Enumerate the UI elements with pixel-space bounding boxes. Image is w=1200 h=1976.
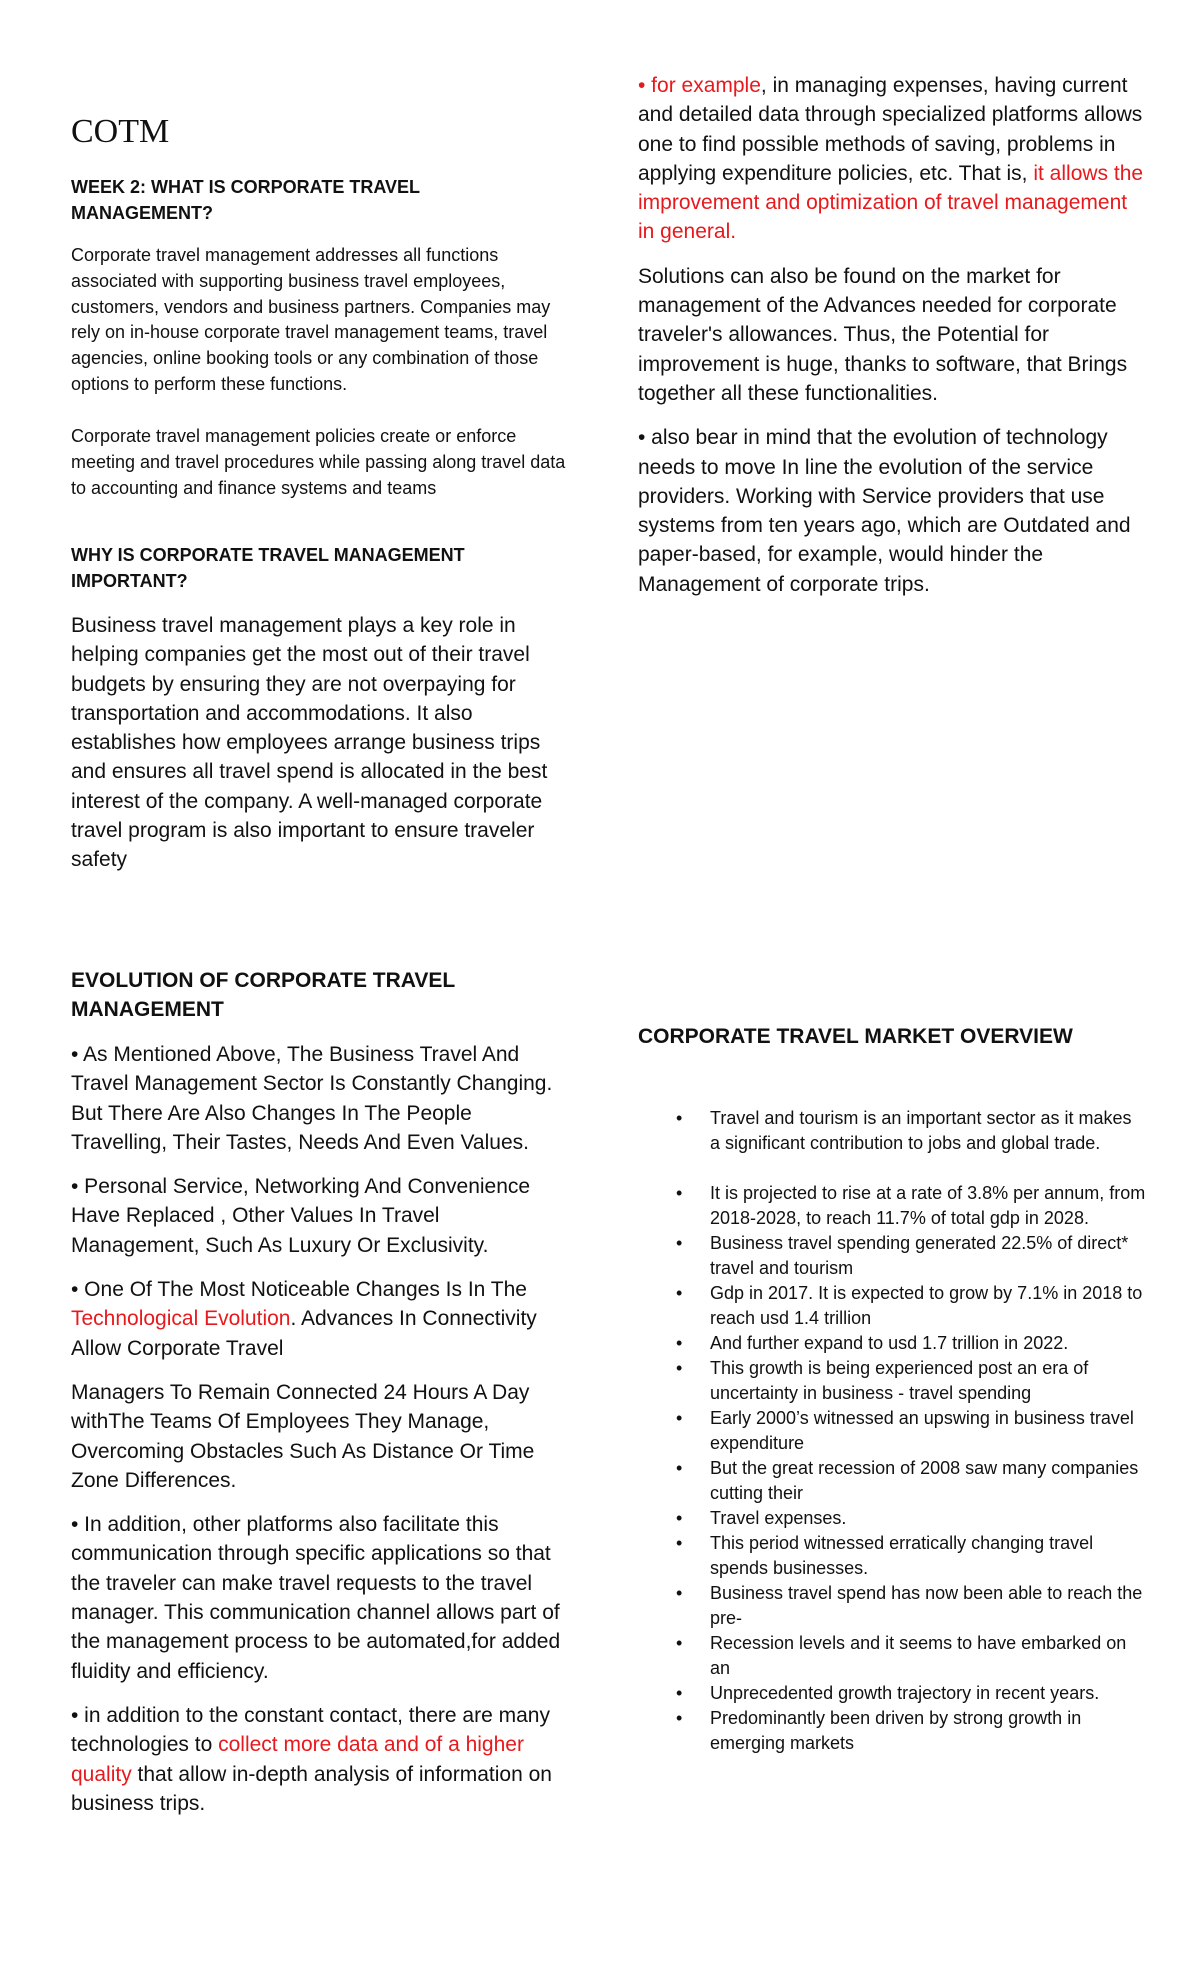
- list-item: • Business travel spending generated 22.5% of direct* travel and tourism: [676, 1233, 1129, 1278]
- list-item: • This period witnessed erratically changing travel spends businesses.: [676, 1533, 1094, 1578]
- bullet-icon: •: [676, 1233, 683, 1253]
- right-paragraph-1: [638, 71, 1148, 247]
- why-paragraph: Business travel management plays a key role in helping companies get the most out of their travel budgets by ensuring they are not overpaying for transportation and accommodations. It also establishes how employees arrange business trips and ensures all travel spend is allocated in the best interest of the company. A well-managed corporate travel program is also important to ensure traveler safety: [71, 614, 548, 872]
- right-p1-text: , in managing expenses, having current and detailed data through specialized platforms allows one to find possible methods of saving, problems in applying expenditure policies, etc. That is,: [638, 74, 1143, 185]
- bullet-icon: •: [676, 1458, 683, 1478]
- bullet-icon: •: [676, 1708, 683, 1728]
- bullet-icon: •: [676, 1183, 683, 1203]
- bullet-icon: •: [676, 1408, 683, 1428]
- highlight-technological-evolution: Technological Evolution: [71, 1307, 291, 1331]
- right-paragraph-2: Solutions can also be found on the market for management of the Advances needed for corporate traveler's allowances. Thus, the Potential for improvement is huge, thanks to software, that Brings together all these functionalities.: [638, 264, 1128, 405]
- why-heading: WHY IS CORPORATE TRAVEL MANAGEMENT IMPORTANT?: [71, 545, 465, 591]
- bullet-icon: •: [676, 1683, 683, 1703]
- intro-paragraph-2: Corporate travel management policies create or enforce meeting and travel procedures while passing along travel data to accounting and finance systems and teams: [71, 426, 566, 498]
- list-item: • Travel and tourism is an important sector as it makes a significant contribution to jobs and global trade.: [676, 1108, 1132, 1153]
- highlight-for-example: • for example: [638, 74, 761, 97]
- week-heading: WEEK 2: WHAT IS CORPORATE TRAVEL MANAGEMENT?: [71, 177, 420, 223]
- evolution-paragraph-1: • As Mentioned Above, The Business Travel And Travel Management Sector Is Constantly Changing. But There Are Also Changes In The People Travelling, Their Tastes, Needs And Even Values.: [71, 1043, 553, 1154]
- right-paragraph-3: • also bear in mind that the evolution of technology needs to move In line the evolution of the service providers. Working with Service providers that use systems from ten years ago, which are Outdated and paper-based, for example, would hinder the Management of corporate trips.: [638, 426, 1131, 596]
- right-column-text: [638, 71, 1148, 599]
- evolution-paragraph-3: [71, 1275, 571, 1363]
- bullet-icon: •: [676, 1333, 683, 1353]
- evolution-p6-text-before: • in addition to the constant contact, there are many technologies to: [71, 1703, 550, 1757]
- market-overview-heading: CORPORATE TRAVEL MARKET OVERVIEW: [638, 1025, 1073, 1048]
- evolution-p6-text-after: that allow in-depth analysis of information on business trips.: [71, 1762, 552, 1815]
- document-title: COTM: [71, 113, 170, 150]
- list-item: • Predominantly been driven by strong growth in emerging markets: [676, 1708, 1082, 1753]
- evolution-p3-text-before: • One Of The Most Noticeable Changes Is In The: [71, 1278, 527, 1302]
- list-item: • And further expand to usd 1.7 trillion in 2022.: [676, 1331, 1146, 1356]
- bullet-icon: •: [676, 1533, 683, 1553]
- list-item: • This growth is being experienced post an era of uncertainty in business - travel spending: [676, 1358, 1089, 1403]
- evolution-heading: EVOLUTION OF CORPORATE TRAVEL MANAGEMENT: [71, 969, 455, 1022]
- highlight-improvement: it allows the improvement and optimization of travel management in general.: [638, 161, 1144, 244]
- evolution-p3-text-after: . Advances In Connectivity Allow Corporate Travel: [71, 1307, 537, 1360]
- list-item: • It is projected to rise at a rate of 3.8% per annum, from 2018-2028, to reach 11.7% of total gdp in 2028.: [676, 1183, 1146, 1228]
- bullet-icon: •: [676, 1358, 683, 1378]
- bullet-icon: •: [676, 1583, 683, 1603]
- list-item: • But the great recession of 2008 saw many companies cutting their: [676, 1458, 1139, 1503]
- bullet-icon: •: [676, 1508, 683, 1528]
- bullet-icon: •: [676, 1108, 683, 1128]
- evolution-paragraph-6: [71, 1701, 571, 1818]
- list-item: • Early 2000’s witnessed an upswing in business travel expenditure: [676, 1408, 1134, 1453]
- list-item: • Recession levels and it seems to have embarked on an: [676, 1633, 1127, 1678]
- list-item: • Unprecedented growth trajectory in recent years.: [676, 1681, 1146, 1706]
- evolution-section: [71, 1040, 571, 1818]
- highlight-collect-data: collect more data and of a higher quality: [71, 1733, 524, 1786]
- list-item: • Travel expenses.: [676, 1506, 1146, 1531]
- evolution-paragraph-2: • Personal Service, Networking And Convenience Have Replaced , Other Values In Travel Management, Such As Luxury Or Exclusivity.: [71, 1175, 531, 1257]
- bullet-icon: •: [676, 1633, 683, 1653]
- market-bullet-list: [676, 1106, 1146, 1756]
- evolution-paragraph-4: Managers To Remain Connected 24 Hours A Day withThe Teams Of Employees They Manage, Overcoming Obstacles Such As Distance Or Time Zone Differences.: [71, 1380, 535, 1492]
- list-item: • Gdp in 2017. It is expected to grow by 7.1% in 2018 to reach usd 1.4 trillion: [676, 1283, 1143, 1328]
- bullet-icon: •: [676, 1283, 683, 1303]
- intro-paragraph-1: Corporate travel management addresses all functions associated with supporting business travel employees, customers, vendors and business partners. Companies may rely on in-house corporate travel management teams, travel agencies, online booking tools or any combination of those options to perform these functions.: [71, 245, 551, 394]
- list-item: • Business travel spend has now been able to reach the pre-: [676, 1583, 1143, 1628]
- evolution-paragraph-5: • In addition, other platforms also facilitate this communication through specific applications so that the traveler can make travel requests to the travel manager. This communication channel allows part of the management process to be automated,for added fluidity and efficiency.: [71, 1513, 561, 1683]
